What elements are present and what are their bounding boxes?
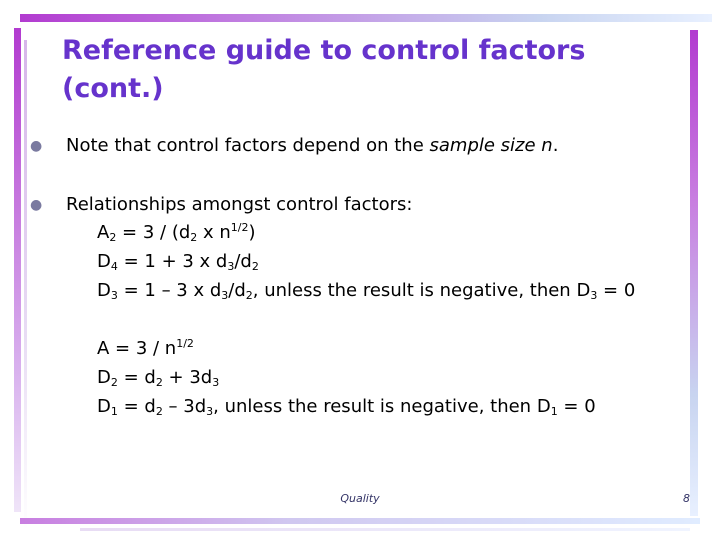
bullet-sample-size	[30, 132, 558, 160]
bullet-dot-icon: ●	[30, 138, 43, 154]
bottom-thin-accent-bar	[80, 528, 690, 531]
bullet-relationships	[30, 191, 412, 219]
bullet-text: Note that control factors depend on the sample size n.	[66, 135, 559, 156]
page-number: 8	[683, 492, 690, 505]
equation-d2: $D_2 = d_2 + 3d_3$	[97, 367, 220, 389]
bullet-text: Relationships amongst control factors:	[66, 194, 413, 215]
equation-a2: $A_2 = 3 / (d_2$ x $n^{1/2}$)	[97, 221, 256, 244]
equation-block-1	[97, 218, 635, 305]
left-thin-accent-bar	[24, 40, 27, 530]
footer-label: Quality	[340, 492, 380, 505]
equation-a: $A = 3 / n^{1/2}$	[97, 337, 194, 359]
right-accent-bar	[690, 30, 698, 516]
equation-d4: $D_4 = 1 + 3$ x $d_3/d_2$	[97, 251, 259, 273]
slide-title: Reference guide to control factors (cont.)	[62, 35, 586, 104]
top-accent-bar	[20, 14, 712, 22]
equation-d1: $D_1 = d_2 - 3d_3$, unless the result is negative, then $D_1 = 0$	[97, 396, 596, 418]
equation-block-2	[97, 334, 596, 421]
bullet-dot-icon: ●	[30, 197, 43, 213]
left-accent-bar	[14, 28, 21, 512]
equation-d3: $D_3 = 1 - 3$ x $d_3/d_2$, unless the result is negative, then $D_3 = 0$	[97, 280, 636, 302]
bottom-accent-bar	[20, 518, 700, 524]
